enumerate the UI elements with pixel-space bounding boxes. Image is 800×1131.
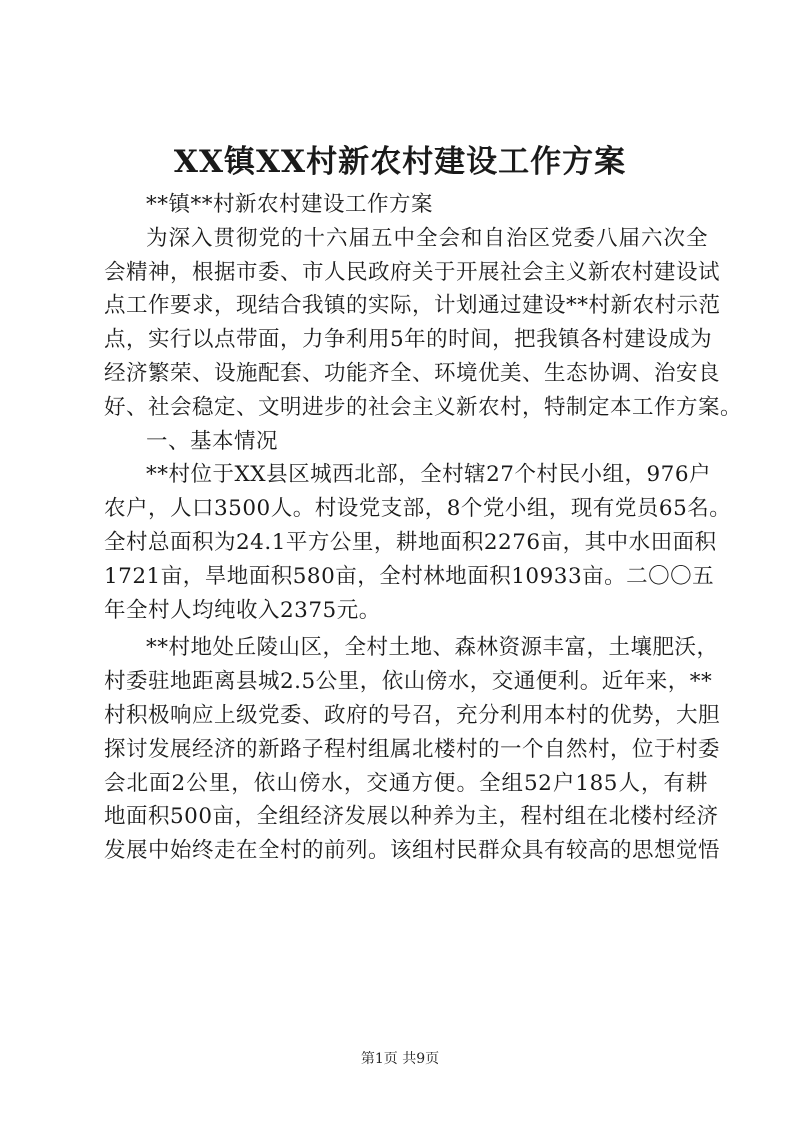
paragraph-line: 年全村人均纯收入2375元。 [104,597,381,623]
paragraph-line: 会精神，根据市委、市人民政府关于开展社会主义新农村建设试 [104,259,721,285]
paragraph-line: 会北面2公里，依山傍水，交通方便。全组52户185人，有耕 [104,770,708,796]
page-indicator: 第1页 共9页 [360,1051,440,1067]
paragraph-line: 村委驻地距离县城2.5公里，依山傍水，交通便利。近年来，** [104,669,713,695]
paragraph-line: 点工作要求，现结合我镇的实际，计划通过建设**村新农村示范 [104,293,721,319]
paragraph-line: 探讨发展经济的新路子程村组属北楼村的一个自然村，位于村委 [104,736,721,762]
paragraph-line: 为深入贯彻党的十六届五中全会和自治区党委八届六次全 [146,225,708,251]
paragraph-line: 村积极响应上级党委、政府的号召，充分利用本村的优势，大胆 [104,702,721,728]
paragraph-line: 农户，人口3500人。村设党支部，8个党小组，现有党员65名。 [104,496,732,522]
paragraph-line: 经济繁荣、设施配套、功能齐全、环境优美、生态协调、治安良 [104,360,721,386]
paragraph-line: **村位于XX县区城西北部，全村辖27个村民小组，976户 [146,462,712,488]
paragraph-line: 全村总面积为24.1平方公里，耕地面积2276亩，其中水田面积 [104,529,717,555]
document-title: XX镇XX村新农村建设工作方案 [173,144,627,180]
paragraph-line: 点，实行以点带面，力争利用5年的时间，把我镇各村建设成为 [104,327,713,353]
document-body [104,188,743,868]
subtitle-line: **镇**村新农村建设工作方案 [146,192,434,217]
paragraph-line: 1721亩，旱地面积580亩，全村林地面积10933亩。二〇〇五 [104,563,715,589]
paragraph-line: **村地处丘陵山区，全村土地、森林资源丰富，土壤肥沃， [146,635,719,661]
paragraph-line: 好、社会稳定、文明进步的社会主义新农村，特制定本工作方案。 [104,394,743,420]
paragraph-line: 地面积500亩，全组经济发展以种养为主，程村组在北楼村经济 [104,804,719,830]
paragraph-line: 发展中始终走在全村的前列。该组村民群众具有较高的思想觉悟 [104,838,721,864]
section-heading: 一、基本情况 [146,428,279,454]
